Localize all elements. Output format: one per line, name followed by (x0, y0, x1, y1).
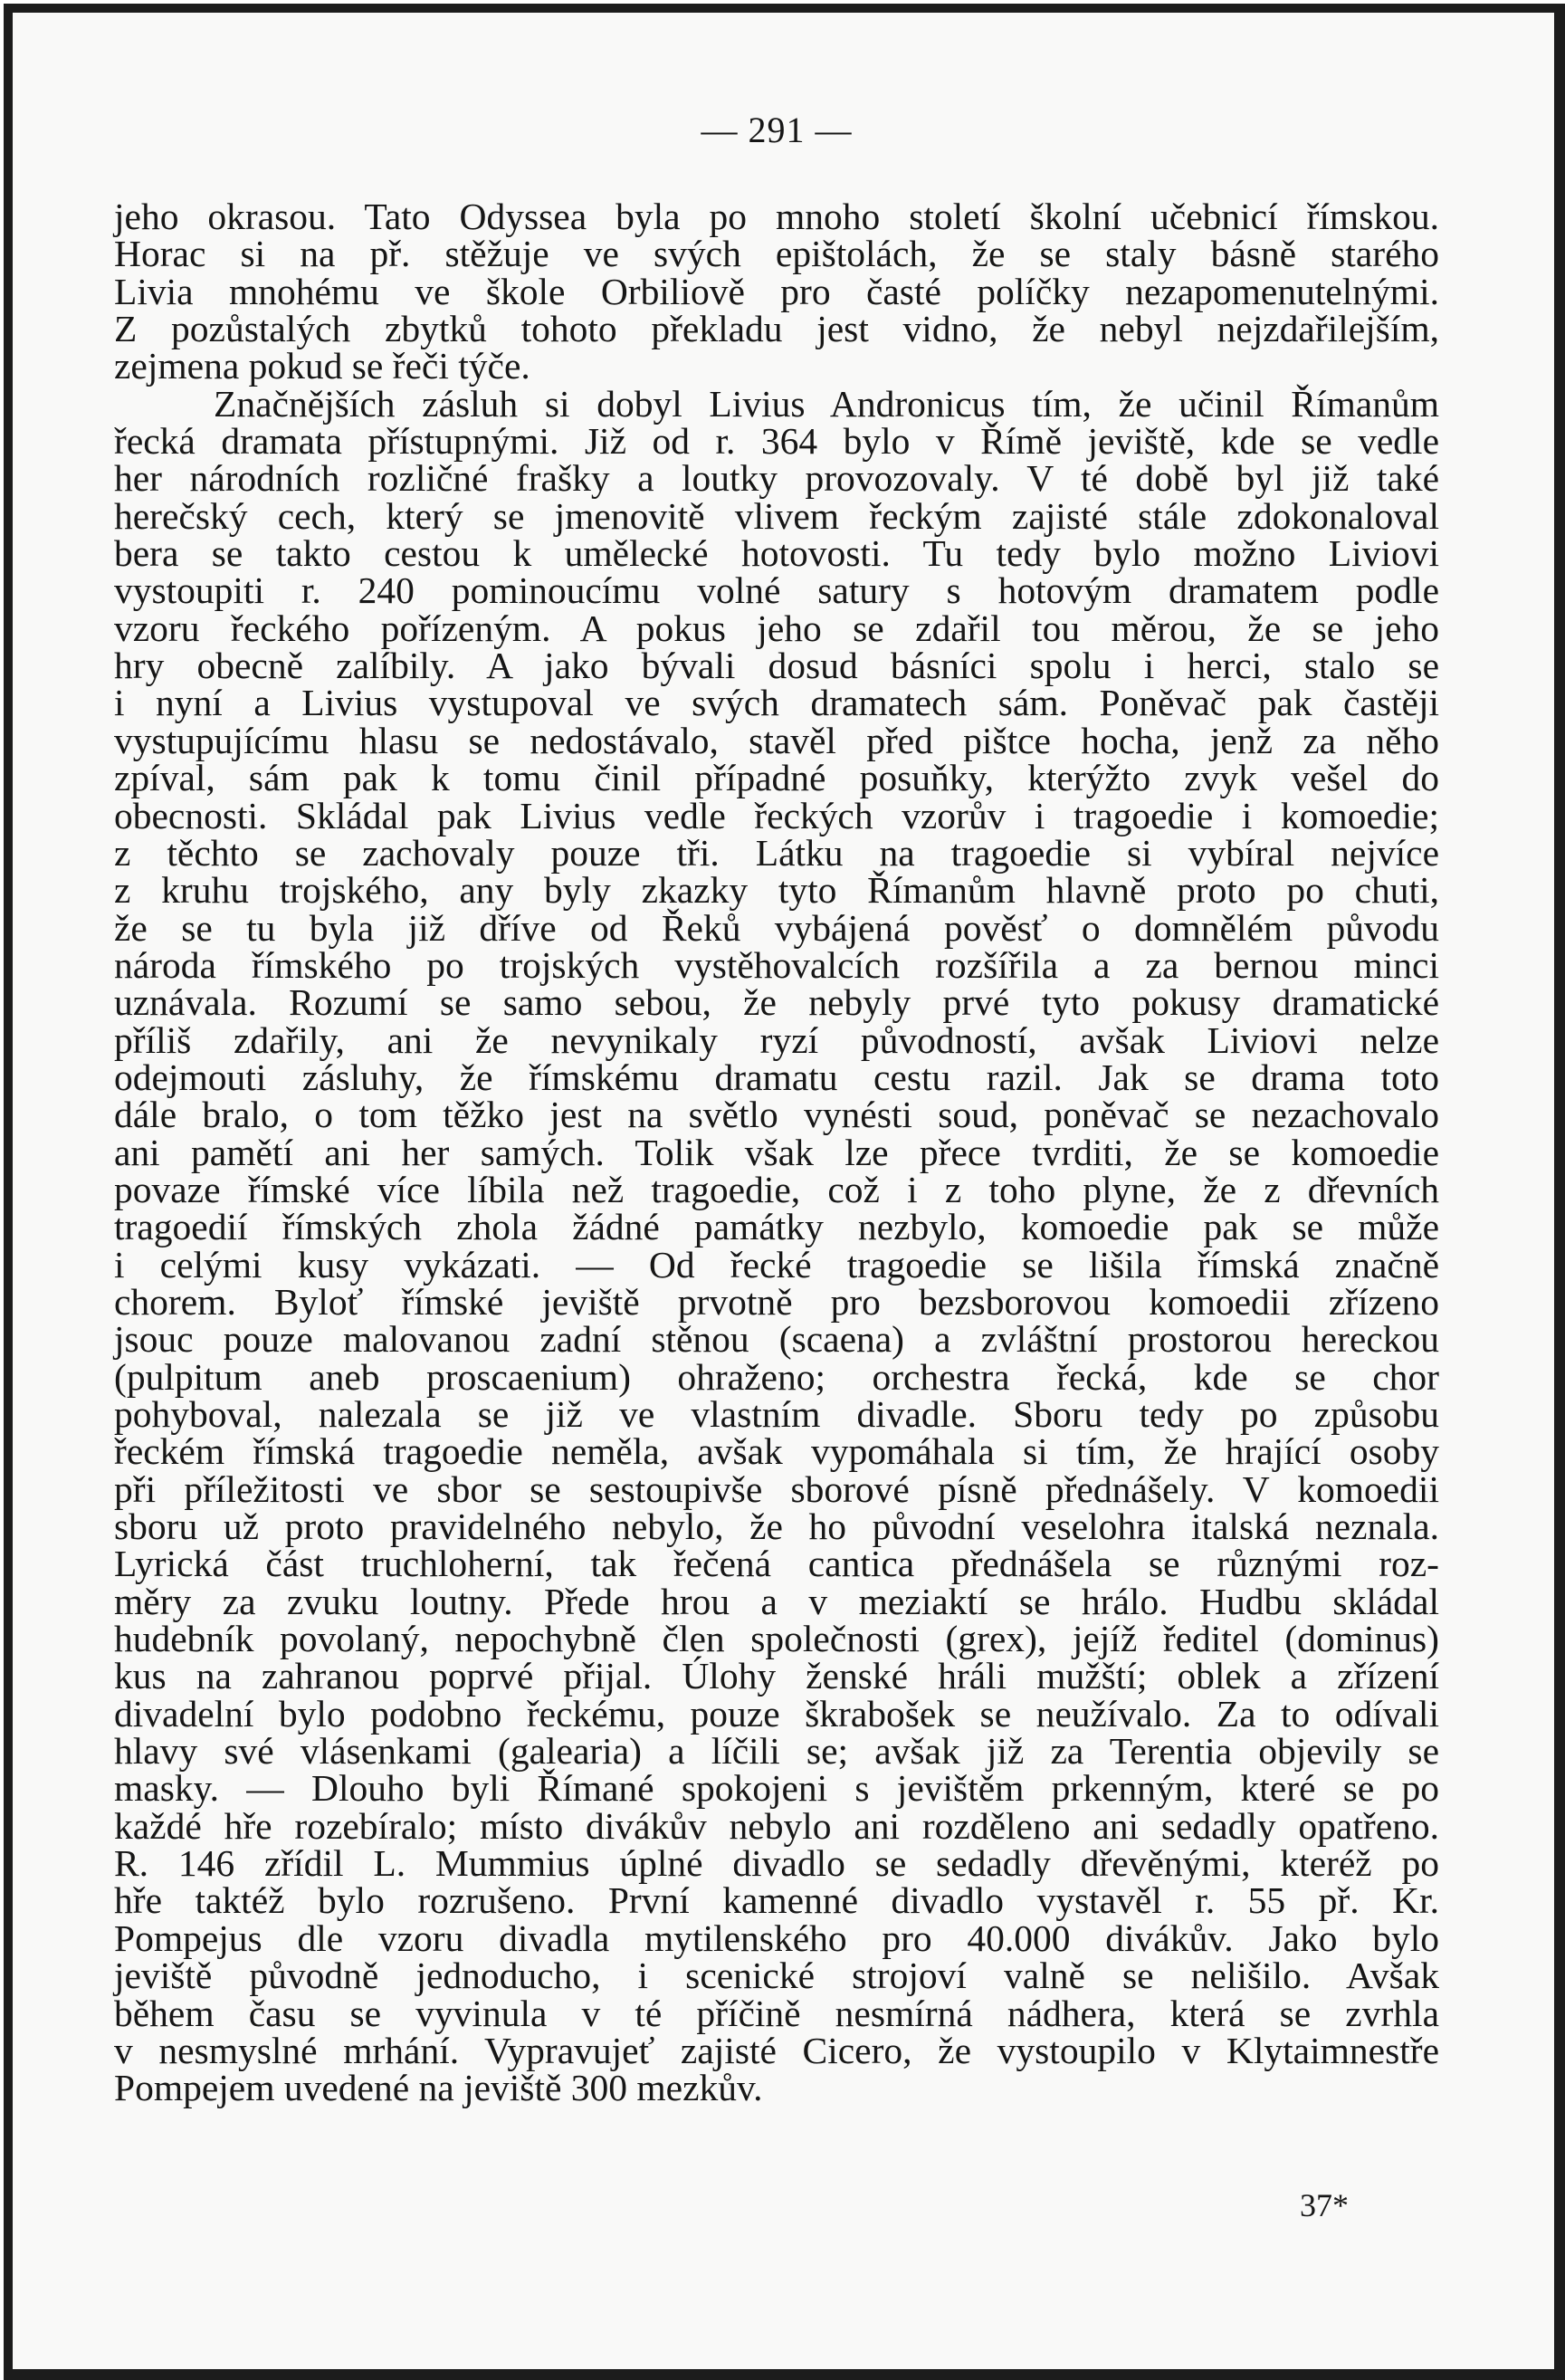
text-line: R. 146 zřídil L. Mummius úplné divadlo se sedadly dřevěnými, kteréž po (114, 1842, 1439, 1885)
text-line: že se tu byla již dříve od Řeků vybájená pověsť o domnělém původu (114, 906, 1439, 949)
text-line: vzoru řeckého pořízeným. A pokus jeho se zdařil tou měrou, že se jeho (114, 607, 1439, 649)
text-line: zejmena pokud se řeči týče. (114, 345, 530, 387)
text-line: Lyrická část truchloherní, tak řečená cantica přednášela se různými roz- (114, 1543, 1439, 1585)
text-line: hry obecně zalíbily. A jako bývali dosud básníci spolu i herci, stalo se (114, 645, 1439, 687)
text-line: uznávala. Rozumí se samo sebou, že nebyly prvé tyto pokusy dramatické (114, 981, 1439, 1024)
text-line: řeckém římská tragoedie neměla, avšak vypomáhala si tím, že hrající osoby (114, 1430, 1439, 1473)
text-line: odejmouti zásluhy, že římskému dramatu cestu razil. Jak se drama toto (114, 1056, 1439, 1098)
text-line: chorem. Byloť římské jeviště prvotně pro bezsborovou komoedii zřízeno (114, 1280, 1439, 1323)
text-line: ani pamětí ani her samých. Tolik však lze přece tvrditi, že se komoedie (114, 1131, 1439, 1173)
text-line: Horac si na př. stěžuje ve svých epištolách, že se staly básně starého (114, 233, 1439, 275)
book-page (114, 103, 1439, 2330)
text-line: pohyboval, nalezala se již ve vlastním divadle. Sboru tedy po způsobu (114, 1393, 1439, 1435)
text-line: hře taktéž bylo rozrušeno. První kamenné divadlo vystavěl r. 55 př. Kr. (114, 1879, 1439, 1922)
text-line: hudebník povolaný, nepochybně člen společnosti (grex), jejíž ředitel (dominus) (114, 1618, 1439, 1660)
text-line: Pompejem uvedené na jeviště 300 mezkův. (114, 2067, 763, 2109)
text-line: Z pozůstalých zbytků tohoto překladu jest vidno, že nebyl nejzdařilejším, (114, 308, 1439, 350)
text-line: jeviště původně jednoducho, i scenické strojoví valně se nelišilo. Avšak (114, 1955, 1439, 1997)
text-line: divadelní bylo podobno řeckému, pouze škrabošek se neužívalo. Za to odívali (114, 1692, 1439, 1735)
text-line: hlavy své vlásenkami (galearia) a líčili se; avšak již za Terentia objevily se (114, 1730, 1439, 1773)
text-line: obecnosti. Skládal pak Livius vedle řeckých vzorův i tragoedie i komoedie; (114, 794, 1439, 836)
text-line: při příležitosti ve sbor se sestoupivše sborové písně přednášely. V komoedii (114, 1467, 1439, 1510)
text-line: z kruhu trojského, any byly zkazky tyto Římanům hlavně proto po chuti, (114, 869, 1439, 912)
text-line: v nesmyslné mrhání. Vypravujeť zajisté Cicero, že vystoupilo v Klytaimnestře (114, 2029, 1439, 2071)
text-line: měry za zvuku loutny. Přede hrou a v meziaktí se hrálo. Hudbu skládal (114, 1580, 1439, 1622)
page-frame (4, 4, 1565, 2380)
text-line: jeho okrasou. Tato Odyssea byla po mnoho století školní učebnicí římskou. (114, 196, 1439, 237)
text-line: vystoupiti r. 240 pominoucímu volné satury s hotovým dramatem podle (114, 569, 1439, 612)
text-line: bera se takto cestou k umělecké hotovosti. Tu tedy bylo možno Liviovi (114, 532, 1439, 575)
text-line: dále bralo, o tom těžko jest na světlo vynésti soud, poněvač se nezachovalo (114, 1094, 1439, 1136)
text-line: her národních rozličné frašky a loutky provozovaly. V té době byl již také (114, 457, 1439, 500)
text-line: tragoedií římských zhola žádné památky nezbylo, komoedie pak se může (114, 1206, 1439, 1248)
body-text (114, 198, 1439, 2108)
text-line: jsouc pouze malovanou zadní stěnou (scaena) a zvláštní prostorou hereckou (114, 1318, 1439, 1361)
text-line: z těchto se zachovaly pouze tři. Látku na tragoedie si vybíral nejvíce (114, 831, 1439, 874)
text-line: národa římského po trojských vystěhovalcích rozšířila a za bernou minci (114, 943, 1439, 986)
text-line: masky. — Dlouho byli Římané spokojeni s jevištěm prkenným, které se po (114, 1767, 1439, 1810)
text-line: každé hře rozebíralo; místo divákův nebylo ani rozděleno ani sedadly opatřeno. (114, 1804, 1439, 1847)
text-line: Pompejus dle vzoru divadla mytilenského pro 40.000 divákův. Jako bylo (114, 1916, 1439, 1959)
text-line: i nyní a Livius vystupoval ve svých dramatech sám. Poněvač pak častěji (114, 682, 1439, 724)
text-line: kus na zahranou poprvé přijal. Úlohy ženské hráli mužští; oblek a zřízení (114, 1655, 1439, 1697)
text-line: řecká dramata přístupnými. Již od r. 364 bylo v Římě jeviště, kde se vedle (114, 420, 1439, 463)
page-number-header: — 291 — (701, 110, 853, 150)
text-line: vystupujícímu hlasu se nedostávalo, stavěl před pištce hocha, jenž za něho (114, 719, 1439, 761)
text-line: Livia mnohému ve škole Orbiliově pro časté políčky nezapomenutelnými. (114, 270, 1439, 312)
paragraph-first-line: Značnějších zásluh si dobyl Livius Andronicus tím, že učinil Římanům (214, 382, 1439, 425)
text-line: i celými kusy vykázati. — Od řecké tragoedie se lišila římská značně (114, 1243, 1439, 1286)
text-line: zpíval, sám pak k tomu činil případné posuňky, kterýžto zvyk vešel do (114, 757, 1439, 799)
text-line: herečský cech, který se jmenovitě vlivem řeckým zajisté stále zdokonaloval (114, 494, 1439, 537)
text-line: sboru už proto pravidelného nebylo, že ho původní veselohra italská neznala. (114, 1505, 1439, 1548)
signature-mark: 37* (1300, 2187, 1349, 2223)
text-line: (pulpitum aneb proscaenium) ohraženo; orchestra řecká, kde se chor (114, 1355, 1439, 1398)
text-line: příliš zdařily, ani že nevynikaly ryzí původností, avšak Liviovi nelze (114, 1018, 1439, 1061)
text-line: během času se vyvinula v té příčině nesmírná nádhera, která se zvrhla (114, 1992, 1439, 2034)
text-line: povaze římské více líbila než tragoedie, což i z toho plyne, že z dřevních (114, 1168, 1439, 1210)
